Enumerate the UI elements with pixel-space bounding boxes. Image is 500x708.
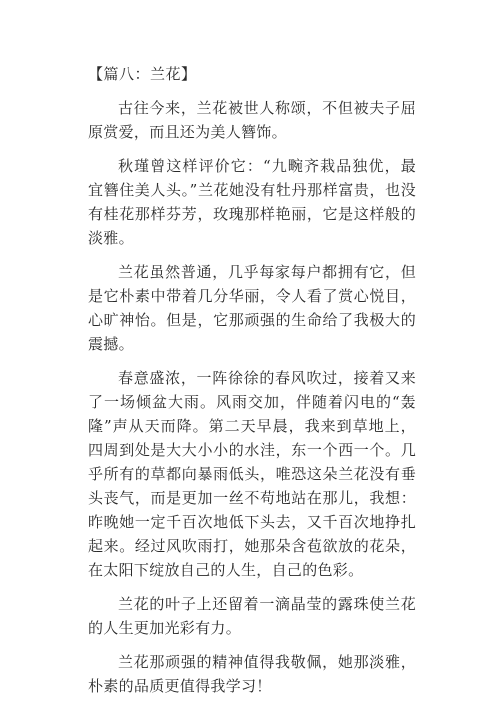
paragraph-5: 兰花的叶子上还留着一滴晶莹的露珠使兰花的人生更加光彩有力。 bbox=[88, 595, 416, 637]
paragraph-1: 古往今来，兰花被世人称颂，不但被夫子屈原赏爱，而且还为美人簪饰。 bbox=[88, 99, 416, 141]
paragraph-2: 秋瑾曾这样评价它：“九畹齐栽品独优，最宜簪住美人头。”兰花她没有牡丹那样富贵，也没有桂花那样芬芳，玫瑰那样艳丽，它是这样般的淡雅。 bbox=[88, 157, 416, 247]
paragraph-3: 兰花虽然普通，几乎每家每户都拥有它，但是它朴素中带着几分华丽，令人看了赏心悦目，心旷神怡。但是，它那顽强的生命给了我极大的震撼。 bbox=[88, 263, 416, 353]
paragraph-6: 兰花那顽强的精神值得我敬佩，她那淡雅，朴素的品质更值得我学习！ bbox=[88, 653, 416, 695]
paragraph-4: 春意盛浓，一阵徐徐的春风吹过，接着又来了一场倾盆大雨。风雨交加，伴随着闪电的“轰隆”声从天而降。第二天早晨，我来到草地上，四周到处是大大小小的水洼，东一个西一个。几乎所有的草都向暴雨低头，唯恐这朵兰花没有垂头丧气，而是更加一丝不苟地站在那儿，我想：昨晚她一定千百次地低下头去，又千百次地挣扎起来。经过风吹雨打，她那朵含苞欲放的花朵，在太阳下绽放自己的人生，自己的色彩。 bbox=[88, 369, 416, 579]
article-heading: 【篇八：兰花】 bbox=[88, 65, 197, 83]
article-body bbox=[88, 65, 416, 708]
